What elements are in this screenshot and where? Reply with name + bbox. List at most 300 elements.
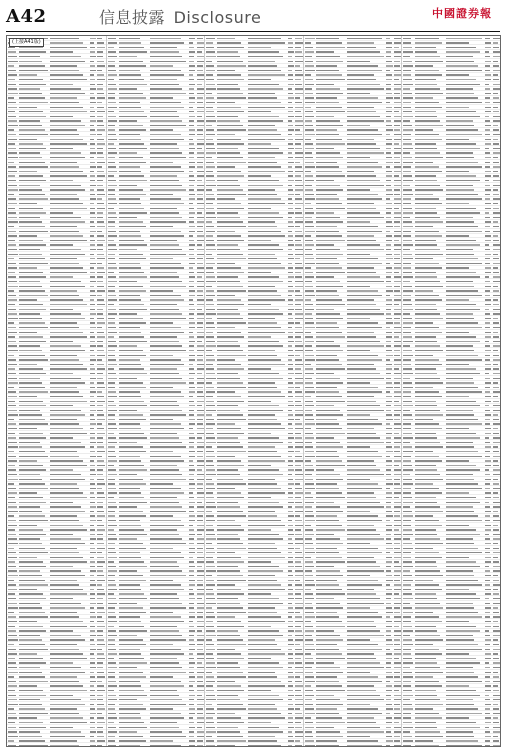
- illegible-text: [8, 717, 17, 718]
- table-cell: [107, 588, 118, 590]
- illegible-text: [19, 299, 37, 300]
- illegible-text: [197, 621, 204, 622]
- table-cell: [7, 698, 18, 700]
- illegible-text: [108, 598, 116, 599]
- table-cell: [18, 156, 49, 158]
- illegible-text: [288, 272, 294, 273]
- illegible-text: [108, 212, 116, 213]
- illegible-text: [8, 557, 17, 558]
- illegible-text: [119, 428, 141, 429]
- table-cell: [7, 344, 18, 346]
- table-cell: [7, 583, 18, 585]
- table-cell: [96, 551, 105, 553]
- illegible-text: [189, 378, 194, 379]
- illegible-text: [19, 511, 41, 512]
- illegible-text: [108, 120, 117, 121]
- table-cell: [96, 579, 105, 581]
- illegible-text: [97, 488, 102, 489]
- illegible-text: [97, 437, 103, 438]
- table-cell: [149, 119, 188, 121]
- illegible-text: [119, 635, 137, 636]
- table-cell: [96, 289, 105, 291]
- illegible-text: [50, 423, 79, 424]
- table-cell: [89, 661, 97, 663]
- table-cell: [89, 735, 97, 737]
- illegible-text: [189, 423, 195, 424]
- table-cell: [18, 629, 49, 631]
- illegible-text: [295, 263, 302, 264]
- table-cell: [96, 381, 105, 383]
- table-cell: [205, 106, 216, 108]
- table-cell: [287, 230, 295, 232]
- illegible-text: [19, 607, 41, 608]
- illegible-text: [189, 304, 194, 305]
- table-cell: [96, 257, 105, 259]
- table-cell: [18, 363, 49, 365]
- illegible-text: [288, 244, 294, 245]
- table-cell: [96, 638, 105, 640]
- table-cell: [7, 326, 18, 328]
- table-cell: [188, 211, 196, 213]
- illegible-text: [19, 552, 47, 553]
- illegible-text: [119, 295, 140, 296]
- illegible-text: [119, 685, 141, 686]
- table-cell: [118, 735, 149, 737]
- illegible-text: [50, 626, 86, 627]
- table-cell: [118, 133, 149, 135]
- table-cell: [188, 326, 196, 328]
- table-cell: [107, 321, 118, 323]
- table-cell: [49, 537, 88, 539]
- illegible-text: [19, 488, 47, 489]
- table-cell: [96, 239, 105, 241]
- table-cell: [118, 625, 149, 627]
- illegible-text: [288, 148, 294, 149]
- illegible-text: [19, 51, 46, 52]
- illegible-text: [119, 74, 141, 75]
- table-cell: [107, 739, 118, 741]
- illegible-text: [97, 281, 103, 282]
- table-cell: [149, 551, 188, 553]
- table-cell: [96, 730, 105, 732]
- illegible-text: [150, 272, 177, 273]
- table-cell: [18, 588, 49, 590]
- illegible-text: [97, 525, 104, 526]
- table-cell: [49, 115, 88, 117]
- illegible-text: [288, 93, 293, 94]
- table-cell: [96, 280, 105, 282]
- illegible-text: [97, 309, 103, 310]
- illegible-text: [50, 465, 86, 466]
- table-cell: [18, 211, 49, 213]
- table-cell: [287, 211, 295, 213]
- illegible-text: [19, 520, 47, 521]
- illegible-text: [150, 584, 181, 585]
- illegible-text: [50, 695, 73, 696]
- illegible-text: [50, 621, 83, 622]
- table-cell: [49, 491, 88, 493]
- table-cell: [49, 83, 88, 85]
- table-cell: [188, 482, 196, 484]
- table-cell: [107, 409, 118, 411]
- illegible-text: [8, 442, 17, 443]
- table-cell: [89, 510, 97, 512]
- table-cell: [49, 363, 88, 365]
- table-cell: [49, 739, 88, 741]
- table-cell: [18, 184, 49, 186]
- table-cell: [18, 303, 49, 305]
- illegible-text: [119, 419, 146, 420]
- illegible-text: [50, 240, 86, 241]
- table-cell: [18, 340, 49, 342]
- table-cell: [7, 55, 18, 57]
- illegible-text: [150, 722, 177, 723]
- table-cell: [49, 69, 88, 71]
- illegible-text: [108, 543, 115, 544]
- table-cell: [18, 69, 49, 71]
- illegible-text: [197, 598, 202, 599]
- illegible-text: [217, 51, 238, 52]
- table-cell: [96, 547, 105, 549]
- illegible-text: [8, 51, 16, 52]
- illegible-text: [90, 332, 95, 333]
- table-cell: [118, 138, 149, 140]
- table-cell: [216, 41, 247, 43]
- table-cell: [118, 156, 149, 158]
- table-cell: [96, 450, 105, 452]
- illegible-text: [90, 598, 96, 599]
- illegible-text: [197, 717, 204, 718]
- table-cell: [216, 285, 247, 287]
- illegible-text: [150, 267, 185, 268]
- table-cell: [7, 409, 18, 411]
- table-cell: [216, 83, 247, 85]
- illegible-text: [150, 295, 181, 296]
- illegible-text: [8, 65, 14, 66]
- table-cell: [149, 459, 188, 461]
- illegible-text: [19, 180, 46, 181]
- table-cell: [7, 547, 18, 549]
- table-cell: [18, 349, 49, 351]
- illegible-text: [90, 175, 95, 176]
- table-cell: [188, 473, 196, 475]
- illegible-text: [197, 428, 204, 429]
- illegible-text: [108, 263, 117, 264]
- table-cell: [18, 643, 49, 645]
- table-cell: [188, 142, 196, 144]
- illegible-text: [119, 433, 144, 434]
- illegible-text: [90, 685, 95, 686]
- illegible-text: [150, 699, 183, 700]
- table-cell: [118, 455, 149, 457]
- table-cell: [188, 381, 196, 383]
- table-cell: [216, 96, 247, 98]
- illegible-text: [217, 61, 242, 62]
- table-cell: [89, 680, 97, 682]
- illegible-text: [150, 180, 179, 181]
- illegible-text: [119, 740, 146, 741]
- table-cell: [149, 574, 188, 576]
- illegible-text: [50, 318, 85, 319]
- illegible-text: [217, 180, 238, 181]
- illegible-text: [8, 309, 16, 310]
- table-cell: [216, 202, 247, 204]
- table-cell: [7, 230, 18, 232]
- table-cell: [96, 528, 105, 530]
- table-cell: [287, 308, 295, 310]
- illegible-text: [248, 221, 275, 222]
- illegible-text: [189, 42, 193, 43]
- table-cell: [149, 726, 188, 728]
- illegible-text: [19, 286, 41, 287]
- table-cell: [205, 308, 216, 310]
- illegible-text: [19, 226, 44, 227]
- illegible-text: [189, 621, 193, 622]
- illegible-text: [119, 364, 141, 365]
- illegible-text: [50, 497, 86, 498]
- illegible-text: [189, 309, 195, 310]
- illegible-text: [206, 129, 214, 130]
- table-cell: [188, 588, 196, 590]
- illegible-text: [119, 672, 143, 673]
- illegible-text: [90, 368, 95, 369]
- table-cell: [287, 234, 295, 236]
- illegible-text: [189, 364, 193, 365]
- illegible-text: [97, 134, 102, 135]
- table-cell: [107, 308, 118, 310]
- illegible-text: [50, 175, 86, 176]
- table-cell: [96, 445, 105, 447]
- table-cell: [188, 505, 196, 507]
- illegible-text: [90, 70, 96, 71]
- illegible-text: [50, 387, 77, 388]
- illegible-text: [8, 465, 15, 466]
- illegible-text: [108, 84, 116, 85]
- table-cell: [107, 275, 118, 277]
- illegible-text: [108, 474, 117, 475]
- illegible-text: [8, 492, 17, 493]
- illegible-text: [206, 88, 216, 89]
- illegible-text: [50, 290, 77, 291]
- table-cell: [107, 147, 118, 149]
- table-cell: [49, 510, 88, 512]
- table-cell: [18, 615, 49, 617]
- table-cell: [107, 184, 118, 186]
- illegible-text: [150, 157, 186, 158]
- illegible-text: [119, 189, 143, 190]
- table-cell: [149, 275, 188, 277]
- table-cell: [188, 197, 196, 199]
- illegible-text: [288, 107, 293, 108]
- illegible-text: [8, 713, 16, 714]
- illegible-text: [97, 171, 104, 172]
- table-cell: [49, 142, 88, 144]
- table-cell: [216, 115, 247, 117]
- table-cell: [7, 680, 18, 682]
- illegible-text: [206, 102, 215, 103]
- table-cell: [107, 253, 118, 255]
- illegible-text: [189, 272, 194, 273]
- illegible-text: [108, 538, 117, 539]
- table-cell: [49, 574, 88, 576]
- table-cell: [287, 216, 295, 218]
- illegible-text: [197, 102, 203, 103]
- table-cell: [188, 491, 196, 493]
- illegible-text: [90, 708, 95, 709]
- table-cell: [188, 413, 196, 415]
- illegible-text: [189, 166, 195, 167]
- table-cell: [7, 422, 18, 424]
- illegible-text: [8, 290, 14, 291]
- illegible-text: [97, 658, 105, 659]
- table-cell: [49, 625, 88, 627]
- table-cell: [96, 377, 105, 379]
- illegible-text: [248, 281, 283, 282]
- illegible-text: [150, 635, 183, 636]
- illegible-text: [50, 263, 79, 264]
- illegible-text: [97, 368, 105, 369]
- illegible-text: [50, 474, 81, 475]
- table-cell: [18, 170, 49, 172]
- table-cell: [149, 372, 188, 374]
- illegible-text: [90, 254, 94, 255]
- table-cell: [18, 216, 49, 218]
- illegible-text: [119, 350, 143, 351]
- table-cell: [7, 436, 18, 438]
- table-cell: [7, 689, 18, 691]
- illegible-text: [90, 717, 95, 718]
- illegible-text: [119, 575, 143, 576]
- illegible-text: [119, 736, 143, 737]
- illegible-text: [90, 460, 95, 461]
- illegible-text: [108, 570, 117, 571]
- table-cell: [107, 652, 118, 654]
- table-cell: [89, 542, 97, 544]
- illegible-text: [206, 203, 213, 204]
- illegible-text: [50, 373, 73, 374]
- illegible-text: [288, 56, 292, 57]
- illegible-text: [90, 93, 94, 94]
- illegible-text: [119, 93, 143, 94]
- illegible-text: [50, 212, 73, 213]
- table-cell: [89, 450, 97, 452]
- table-cell: [7, 78, 18, 80]
- illegible-text: [50, 51, 73, 52]
- table-cell: [18, 119, 49, 121]
- illegible-text: [295, 102, 302, 103]
- table-cell: [7, 505, 18, 507]
- table-cell: [96, 459, 105, 461]
- table-cell: [118, 179, 149, 181]
- illegible-text: [189, 111, 194, 112]
- illegible-text: [197, 474, 204, 475]
- table-cell: [188, 64, 196, 66]
- illegible-text: [189, 433, 194, 434]
- table-cell: [18, 138, 49, 140]
- illegible-text: [189, 235, 193, 236]
- table-cell: [188, 519, 196, 521]
- table-cell: [89, 275, 97, 277]
- illegible-text: [197, 290, 203, 291]
- table-cell: [7, 335, 18, 337]
- table-cell: [216, 303, 247, 305]
- table-cell: [188, 620, 196, 622]
- illegible-text: [189, 506, 194, 507]
- table-cell: [96, 726, 105, 728]
- table-cell: [107, 400, 118, 402]
- illegible-text: [217, 286, 242, 287]
- table-cell: [18, 367, 49, 369]
- table-cell: [18, 239, 49, 241]
- table-cell: [96, 556, 105, 558]
- illegible-text: [90, 630, 96, 631]
- illegible-text: [248, 171, 284, 172]
- illegible-text: [8, 511, 18, 512]
- illegible-text: [90, 433, 95, 434]
- table-cell: [216, 170, 247, 172]
- table-cell: [49, 78, 88, 80]
- illegible-text: [90, 51, 96, 52]
- illegible-text: [150, 276, 179, 277]
- table-cell: [49, 680, 88, 682]
- table-cell: [188, 422, 196, 424]
- illegible-text: [19, 538, 40, 539]
- illegible-text: [150, 621, 185, 622]
- illegible-text: [50, 56, 81, 57]
- table-cell: [18, 372, 49, 374]
- illegible-text: [248, 313, 283, 314]
- illegible-text: [97, 382, 104, 383]
- table-cell: [49, 253, 88, 255]
- table-cell: [216, 239, 247, 241]
- illegible-text: [288, 143, 294, 144]
- table-cell: [7, 96, 18, 98]
- illegible-text: [248, 129, 277, 130]
- illegible-text: [197, 38, 203, 39]
- table-cell: [96, 400, 105, 402]
- illegible-text: [108, 690, 114, 691]
- illegible-text: [197, 120, 204, 121]
- illegible-text: [197, 226, 203, 227]
- table-cell: [118, 666, 149, 668]
- illegible-text: [8, 534, 16, 535]
- illegible-text: [50, 722, 86, 723]
- table-cell: [49, 464, 88, 466]
- illegible-text: [8, 575, 18, 576]
- illegible-text: [288, 125, 293, 126]
- table-cell: [247, 37, 286, 39]
- table-cell: [18, 377, 49, 379]
- illegible-text: [197, 171, 204, 172]
- illegible-text: [119, 318, 143, 319]
- table-cell: [49, 60, 88, 62]
- table-cell: [89, 174, 97, 176]
- illegible-text: [8, 419, 14, 420]
- table-cell: [49, 165, 88, 167]
- illegible-text: [97, 221, 104, 222]
- illegible-text: [248, 194, 277, 195]
- table-cell: [96, 657, 105, 659]
- table-cell: [89, 335, 97, 337]
- table-cell: [118, 418, 149, 420]
- table-cell: [89, 331, 97, 333]
- table-cell: [149, 257, 188, 259]
- illegible-text: [108, 217, 117, 218]
- illegible-text: [217, 254, 242, 255]
- table-cell: [49, 505, 88, 507]
- illegible-text: [90, 116, 96, 117]
- section-title-en: Disclosure: [173, 8, 262, 27]
